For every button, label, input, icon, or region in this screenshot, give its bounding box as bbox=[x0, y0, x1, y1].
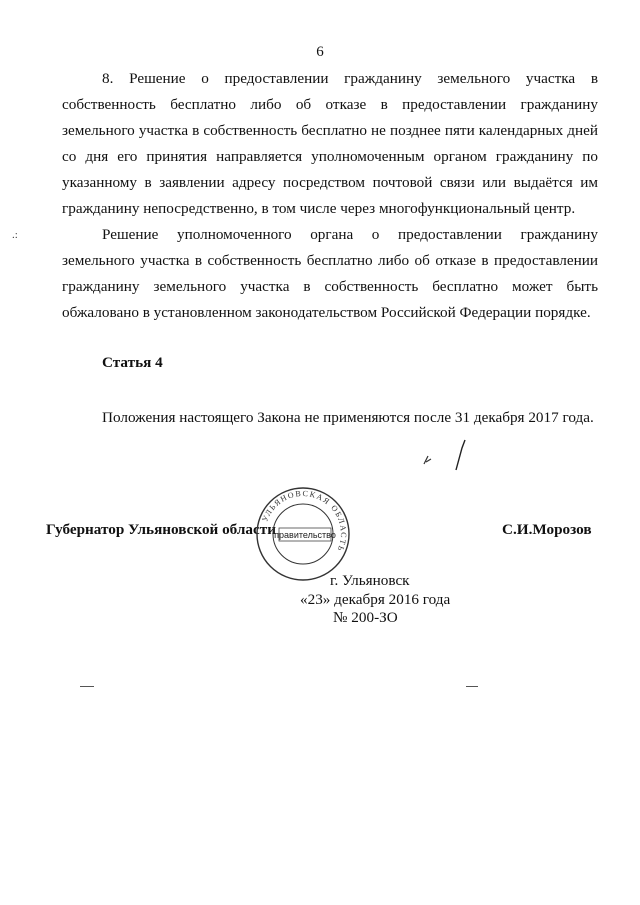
signing-date: «23» декабря 2016 года bbox=[300, 591, 451, 608]
article-heading: Статья 4 bbox=[102, 354, 163, 371]
svg-text:правительство: правительство bbox=[274, 530, 336, 540]
svg-text:УЛЬЯНОВСКАЯ ОБЛАСТЬ: УЛЬЯНОВСКАЯ ОБЛАСТЬ bbox=[260, 488, 349, 554]
scan-mark: .: bbox=[12, 229, 18, 241]
signatory-name: С.И.Морозов bbox=[502, 521, 592, 538]
paragraph-decision-appeal: Решение уполномоченного органа о предоставлении гражданину земельного участка в собственность бесплатно либо об отказе в предоставлении гражданину земельного участка в собственность бесплатно может быть обжаловано в установленном законодательством Российской Федерации порядке. bbox=[62, 226, 598, 321]
scan-artifact bbox=[466, 686, 478, 687]
signature-image bbox=[410, 434, 480, 474]
law-number: № 200-ЗО bbox=[333, 609, 398, 626]
place-of-signing: г. Ульяновск bbox=[330, 572, 410, 589]
scan-artifact bbox=[80, 686, 94, 687]
official-stamp bbox=[243, 486, 363, 582]
signatory-position: Губернатор Ульяновской области bbox=[46, 521, 276, 538]
article-text: Положения настоящего Закона не применяются после 31 декабря 2017 года. bbox=[102, 409, 594, 426]
page-number: 6 bbox=[316, 44, 324, 60]
paragraph-8: 8. Решение о предоставлении гражданину земельного участка в собственность бесплатно либо об отказе в предоставлении гражданину земельного участка в собственность бесплатно не позднее пяти календарных дней со дня его принятия направляется уполномоченным органом гражданину по указанному в заявлении адресу посредством почтовой связи или выдаётся им гражданину непосредственно, в том числе через многофункциональный центр. bbox=[62, 70, 598, 217]
